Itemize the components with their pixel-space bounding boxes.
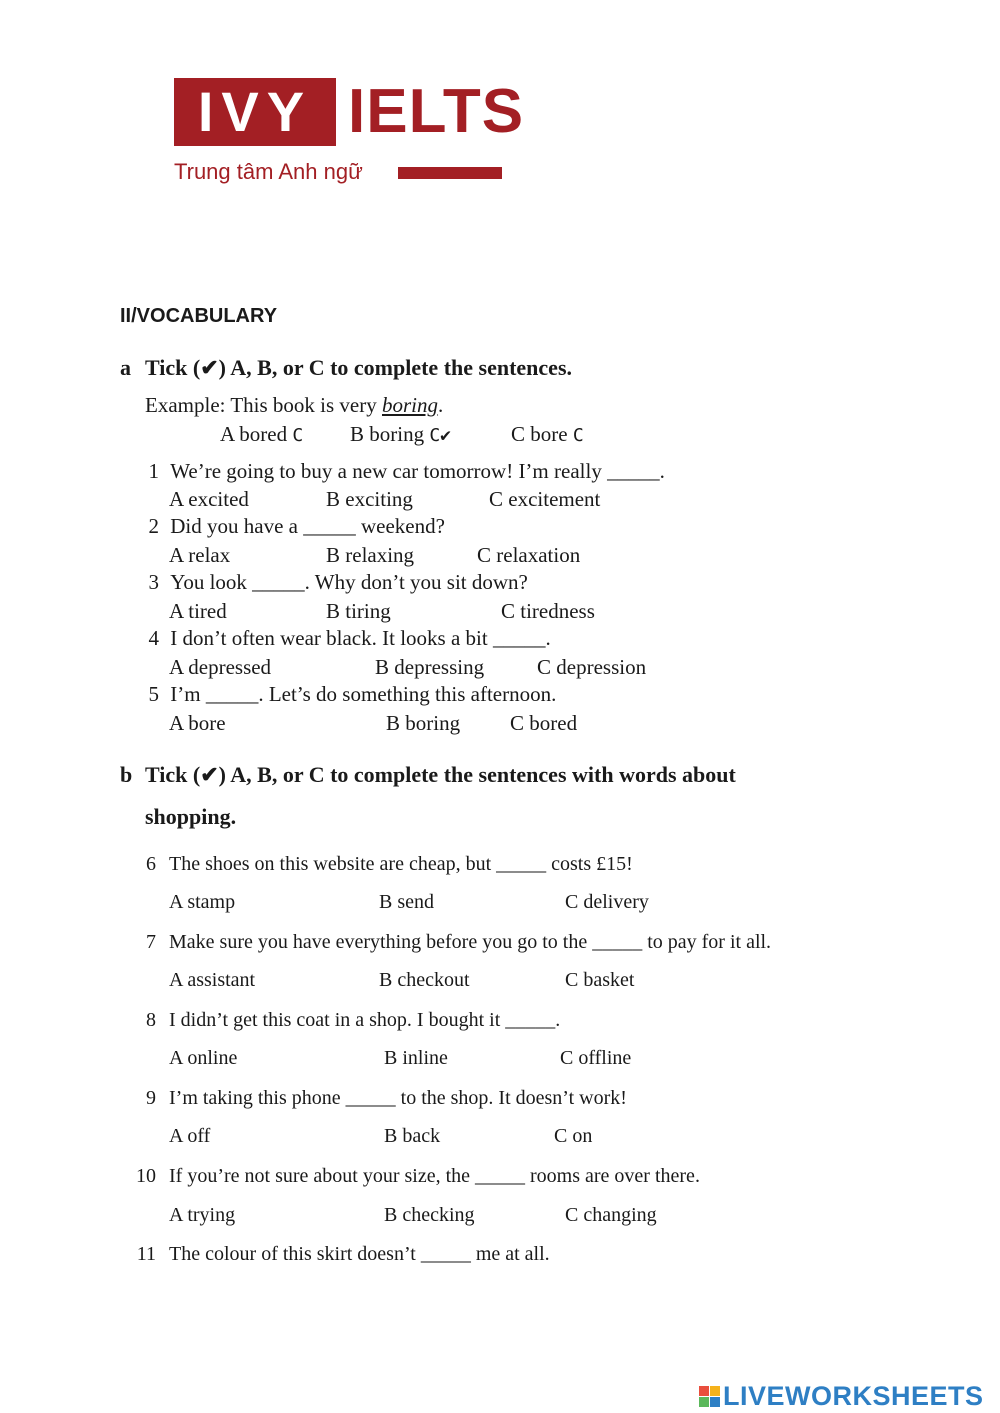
question-5: [145, 682, 556, 707]
q4-option-c[interactable]: C depression: [537, 655, 647, 679]
q8-option-c[interactable]: C offline: [560, 1047, 632, 1069]
question-8: [120, 1009, 560, 1032]
tick-box[interactable]: C: [572, 425, 584, 446]
question-7: [120, 931, 771, 954]
example-prefix: Example: This book is very: [145, 393, 382, 417]
question-number: 7: [146, 931, 156, 953]
tick-box[interactable]: C: [292, 425, 304, 446]
q8-option-b[interactable]: B inline: [384, 1047, 448, 1069]
section-title: II/VOCABULARY: [120, 305, 278, 327]
question-text: I didn’t get this coat in a shop. I bought it _____.: [169, 1009, 561, 1031]
q9-option-a[interactable]: A off: [169, 1125, 211, 1147]
q3-option-c[interactable]: C tiredness: [501, 599, 595, 623]
logo-ivy: IVY: [174, 78, 336, 146]
question-1: [145, 459, 665, 484]
question-number: 10: [136, 1165, 156, 1187]
question-text: Did you have a _____ weekend?: [170, 514, 445, 538]
example-sentence: [145, 393, 443, 418]
q7-option-b[interactable]: B checkout: [379, 969, 470, 991]
q1-option-c[interactable]: C excitement: [489, 487, 601, 511]
question-text: The shoes on this website are cheap, but _____ costs £15!: [169, 853, 633, 875]
question-number: 5: [148, 682, 159, 706]
q7-option-c[interactable]: C basket: [565, 969, 635, 991]
part-b-instruction-line1: Tick (✔) A, B, or C to complete the sentences with words about: [145, 762, 736, 787]
q1-option-a[interactable]: A excited: [169, 487, 249, 511]
q7-option-a[interactable]: A assistant: [169, 969, 256, 991]
part-a-instruction: Tick (✔) A, B, or C to complete the sentences.: [145, 355, 573, 380]
tick-box-checked[interactable]: C✔: [429, 425, 452, 446]
example-option-a: [220, 422, 303, 447]
question-text: I don’t often wear black. It looks a bit _____.: [170, 626, 551, 650]
logo-tagline: Trung tâm Anh ngữ: [174, 159, 363, 184]
option-text: C bore: [511, 422, 568, 446]
q10-option-a[interactable]: A trying: [169, 1204, 236, 1226]
q5-option-b[interactable]: B boring: [386, 711, 461, 735]
question-11: [120, 1243, 550, 1266]
q5-option-c[interactable]: C bored: [510, 711, 578, 735]
question-text: The colour of this skirt doesn’t _____ me at all.: [169, 1243, 550, 1265]
q9-option-b[interactable]: B back: [384, 1125, 441, 1147]
question-6: [120, 853, 633, 876]
part-a-letter: a: [120, 355, 131, 380]
question-number: 9: [146, 1087, 156, 1109]
question-9: [120, 1087, 627, 1110]
q2-option-c[interactable]: C relaxation: [477, 543, 581, 567]
q3-option-b[interactable]: B tiring: [326, 599, 391, 623]
question-10: [120, 1165, 700, 1188]
q8-option-a[interactable]: A online: [169, 1047, 238, 1069]
example-suffix: .: [438, 393, 444, 417]
question-number: 3: [148, 570, 159, 594]
q4-option-a[interactable]: A depressed: [169, 655, 272, 679]
option-text: B boring: [350, 422, 425, 446]
question-text: I’m _____. Let’s do something this afternoon.: [170, 682, 557, 706]
question-number: 6: [146, 853, 156, 875]
example-option-b: [350, 422, 451, 447]
question-text: I’m taking this phone _____ to the shop. It doesn’t work!: [169, 1087, 627, 1109]
question-4: [145, 626, 551, 651]
question-number: 8: [146, 1009, 156, 1031]
q2-option-a[interactable]: A relax: [169, 543, 231, 567]
q6-option-b[interactable]: B send: [379, 891, 434, 913]
q10-option-b[interactable]: B checking: [384, 1204, 475, 1226]
liveworksheets-blocks-icon: [699, 1386, 721, 1408]
question-number: 2: [148, 514, 159, 538]
question-text: You look _____. Why don’t you sit down?: [170, 570, 528, 594]
question-text: If you’re not sure about your size, the _____ rooms are over there.: [169, 1165, 700, 1187]
liveworksheets-logo[interactable]: [699, 1381, 984, 1412]
question-number: 1: [148, 459, 159, 483]
q9-option-c[interactable]: C on: [554, 1125, 593, 1147]
question-text: We’re going to buy a new car tomorrow! I’m really _____.: [170, 459, 665, 483]
part-b-instruction-line2: shopping.: [145, 804, 237, 829]
option-text: A bored: [220, 422, 288, 446]
logo-bar: [398, 167, 502, 179]
liveworksheets-text: LIVEWORKSHEETS: [723, 1381, 984, 1411]
example-answer: boring: [382, 393, 439, 417]
q2-option-b[interactable]: B relaxing: [326, 543, 415, 567]
question-number: 11: [136, 1243, 156, 1265]
question-text: Make sure you have everything before you go to the _____ to pay for it all.: [169, 931, 772, 953]
question-number: 4: [148, 626, 159, 650]
q5-option-a[interactable]: A bore: [169, 711, 226, 735]
part-b-letter: b: [120, 762, 133, 787]
q1-option-b[interactable]: B exciting: [326, 487, 413, 511]
question-3: [145, 570, 528, 595]
q3-option-a[interactable]: A tired: [169, 599, 227, 623]
q6-option-c[interactable]: C delivery: [565, 891, 649, 913]
q10-option-c[interactable]: C changing: [565, 1204, 657, 1226]
example-option-c: [511, 422, 584, 447]
question-2: [145, 514, 445, 539]
q6-option-a[interactable]: A stamp: [169, 891, 236, 913]
q4-option-b[interactable]: B depressing: [375, 655, 485, 679]
logo-ielts: IELTS: [348, 77, 525, 146]
